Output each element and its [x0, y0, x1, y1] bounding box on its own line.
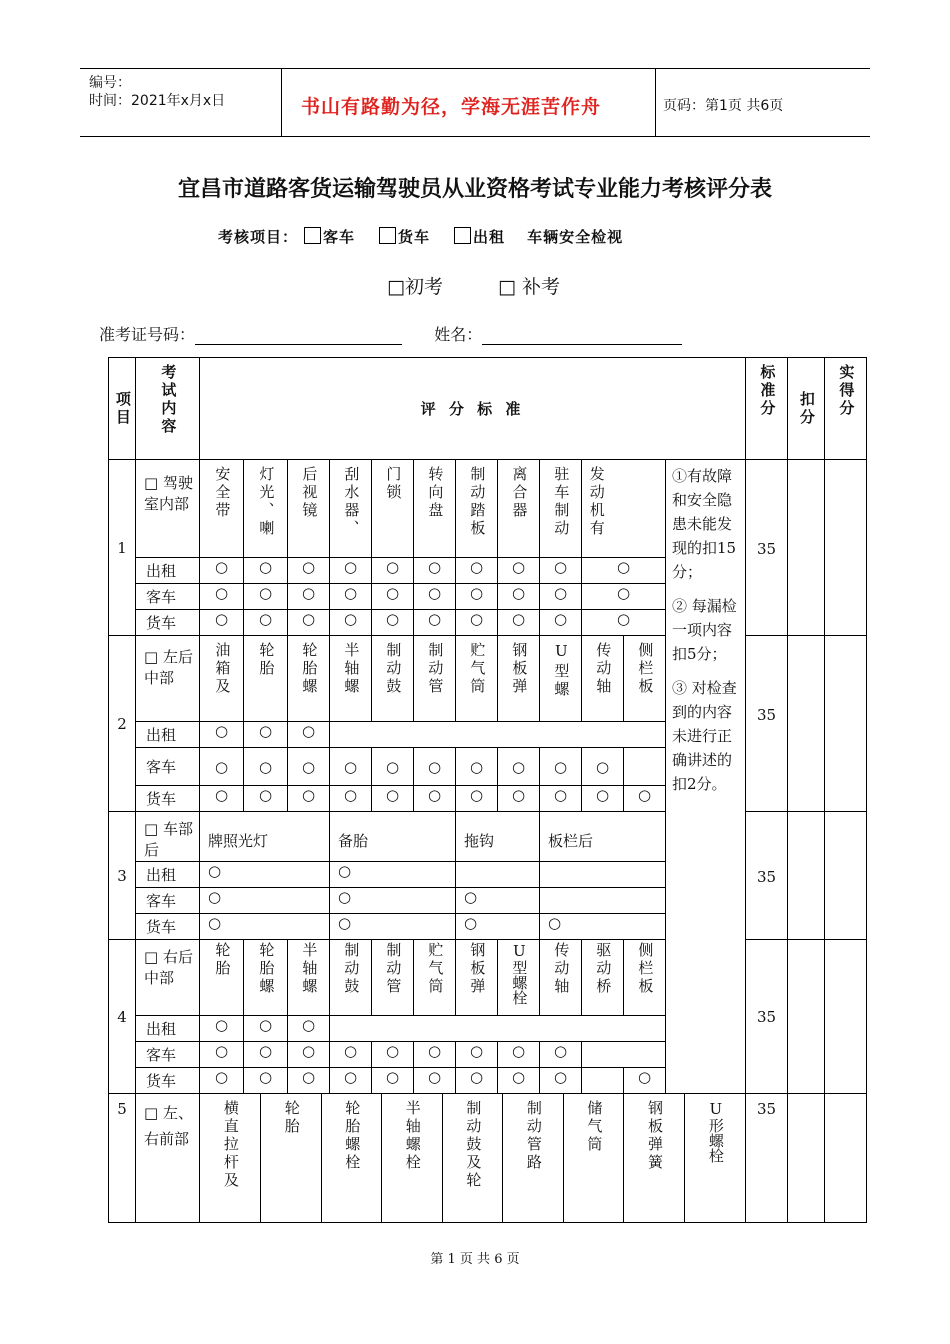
check-circle[interactable]: ○: [456, 786, 498, 812]
check-circle[interactable]: ○: [456, 888, 540, 914]
checkbox-bus[interactable]: [304, 227, 321, 244]
s4-item: 轮胎螺: [244, 940, 288, 1016]
s5-actual[interactable]: [825, 1094, 867, 1223]
s5-items: [200, 1094, 746, 1223]
check-circle[interactable]: ○: [624, 1068, 666, 1094]
s3-item: 备胎: [330, 812, 456, 862]
row-label: 货车: [136, 786, 200, 812]
retake-option[interactable]: □ 补考: [498, 276, 560, 298]
s1-item: 门锁: [372, 460, 414, 558]
row-label: 出租: [136, 558, 200, 584]
header-bottom-rule: [80, 136, 870, 137]
check-circle[interactable]: ○: [498, 610, 540, 636]
s4-item: 侧栏板: [624, 940, 666, 1016]
name-label: 姓名：: [434, 325, 483, 344]
s4-item: 钢板弹: [456, 940, 498, 1016]
check-circle[interactable]: ○: [200, 748, 244, 786]
header-deduct: 扣分: [788, 358, 825, 460]
code-label: 编号：: [89, 75, 131, 91]
s5-item: 制动鼓及轮: [442, 1094, 503, 1222]
check-circle[interactable]: ○: [540, 584, 582, 610]
s4-content: □ 右后中部: [136, 940, 200, 1016]
check-circle[interactable]: ○: [456, 1042, 498, 1068]
s1-item: 转向盘: [414, 460, 456, 558]
header-criteria: 评 分 标 准: [200, 358, 746, 460]
s5-item: 制动管路: [503, 1094, 564, 1222]
s5-item: 横直拉杆及: [200, 1094, 261, 1222]
s2-no: 2: [109, 636, 136, 812]
check-circle[interactable]: ○: [244, 786, 288, 812]
header-top-rule: [80, 68, 870, 69]
empty-cell: [582, 1068, 624, 1094]
s1-item: 安全带: [200, 460, 244, 558]
check-circle[interactable]: ○: [372, 610, 414, 636]
s4-item: 轮胎: [200, 940, 244, 1016]
opt-taxi: 出租: [473, 228, 506, 246]
check-circle[interactable]: ○: [200, 888, 330, 914]
empty-cell: [624, 748, 666, 786]
check-circle[interactable]: ○: [244, 1042, 288, 1068]
s5-no: 5: [109, 1094, 136, 1223]
check-circle[interactable]: ○: [244, 748, 288, 786]
s3-item: 牌照光灯: [200, 812, 330, 862]
s1-item: 制动踏板: [456, 460, 498, 558]
check-circle[interactable]: ○: [456, 1068, 498, 1094]
s3-score: 35: [746, 812, 788, 940]
s1-no: 1: [109, 460, 136, 636]
s4-item: 制动鼓: [330, 940, 372, 1016]
s4-no: 4: [109, 940, 136, 1094]
s2-item: 轮胎: [244, 636, 288, 722]
check-circle[interactable]: ○: [330, 1068, 372, 1094]
empty-cell: [456, 862, 540, 888]
check-circle[interactable]: ○: [288, 1068, 330, 1094]
s5-item-grid: [200, 1094, 745, 1222]
s1-actual[interactable]: [825, 460, 867, 636]
opt-inspection: 车辆安全检视: [527, 228, 624, 246]
header-content: 考试内容: [136, 358, 200, 460]
note-2: ② 每漏检一项内容扣5分；: [672, 597, 737, 663]
s3-item: 拖钩: [456, 812, 540, 862]
check-circle[interactable]: ○: [200, 1042, 244, 1068]
check-circle[interactable]: ○: [288, 584, 330, 610]
check-circle[interactable]: ○: [582, 786, 624, 812]
s1-score: 35: [746, 460, 788, 636]
row-label: 客车: [136, 1042, 200, 1068]
s3-content: □ 车部后: [136, 812, 200, 862]
note-3: ③ 对检查到的内容未进行正确讲述的扣2分。: [672, 679, 737, 793]
s2-actual[interactable]: [825, 636, 867, 812]
s1-items-row: [109, 460, 867, 558]
s4-item: 半轴螺: [288, 940, 330, 1016]
s2-score: 35: [746, 636, 788, 812]
check-circle[interactable]: ○: [414, 1042, 456, 1068]
s3-actual[interactable]: [825, 812, 867, 940]
check-circle[interactable]: ○: [330, 914, 456, 940]
s5-item: 轮胎: [261, 1094, 322, 1222]
check-circle[interactable]: ○: [288, 1042, 330, 1068]
check-circle[interactable]: ○: [498, 786, 540, 812]
check-circle[interactable]: ○: [540, 1042, 582, 1068]
project-label: 考核项目：: [218, 228, 299, 246]
check-circle[interactable]: ○: [200, 914, 330, 940]
check-circle[interactable]: ○: [288, 786, 330, 812]
check-circle[interactable]: ○: [330, 584, 372, 610]
s4-item: 制动管: [372, 940, 414, 1016]
page-title: 宜昌市道路客货运输驾驶员从业资格考试专业能力考核评分表: [177, 177, 772, 202]
row-label: 客车: [136, 888, 200, 914]
s4-deduct[interactable]: [788, 940, 825, 1094]
s2-content: □ 左后中部: [136, 636, 200, 722]
check-circle[interactable]: ○: [624, 786, 666, 812]
s5-item: 半轴螺栓: [382, 1094, 443, 1222]
ticket-input[interactable]: [195, 326, 402, 345]
empty-cell: [330, 722, 666, 748]
check-circle[interactable]: ○: [244, 722, 288, 748]
check-circle[interactable]: ○: [414, 748, 456, 786]
check-circle[interactable]: ○: [540, 748, 582, 786]
check-circle[interactable]: ○: [414, 558, 456, 584]
check-circle[interactable]: ○: [498, 584, 540, 610]
check-circle[interactable]: ○: [456, 914, 540, 940]
s5-item: 轮胎螺栓: [321, 1094, 382, 1222]
name-input[interactable]: [482, 326, 682, 345]
check-circle[interactable]: ○: [582, 558, 666, 584]
s1-content: □ 驾驶室内部: [136, 460, 200, 558]
s1-item: 离合器: [498, 460, 540, 558]
check-circle[interactable]: ○: [414, 584, 456, 610]
s2-item: 半轴螺: [330, 636, 372, 722]
check-circle[interactable]: ○: [200, 558, 244, 584]
s1-item: 驻车制动: [540, 460, 582, 558]
header-divider: [281, 68, 282, 136]
check-circle[interactable]: ○: [200, 1068, 244, 1094]
opt-truck: 货车: [398, 228, 431, 246]
header-divider: [655, 68, 656, 136]
row-label: 货车: [136, 1068, 200, 1094]
check-circle[interactable]: ○: [244, 1068, 288, 1094]
check-circle[interactable]: ○: [372, 558, 414, 584]
check-circle[interactable]: ○: [244, 584, 288, 610]
check-circle[interactable]: ○: [330, 610, 372, 636]
s1-item: 后视镜: [288, 460, 330, 558]
s5-item: U形螺栓: [684, 1094, 745, 1222]
s1-item: 刮水器、: [330, 460, 372, 558]
s4-item: 驱动桥: [582, 940, 624, 1016]
check-circle[interactable]: ○: [330, 748, 372, 786]
s5-score: 35: [746, 1094, 788, 1223]
s5-deduct[interactable]: [788, 1094, 825, 1223]
s4-item: 传动轴: [540, 940, 582, 1016]
s2-item: 贮气筒: [456, 636, 498, 722]
check-circle[interactable]: ○: [200, 584, 244, 610]
check-circle[interactable]: ○: [498, 1042, 540, 1068]
checkbox-taxi[interactable]: [454, 227, 471, 244]
check-circle[interactable]: ○: [540, 1068, 582, 1094]
check-circle[interactable]: ○: [330, 558, 372, 584]
s4-item: 贮气筒: [414, 940, 456, 1016]
empty-cell: [540, 862, 666, 888]
checkbox-truck[interactable]: [379, 227, 396, 244]
check-circle[interactable]: ○: [414, 610, 456, 636]
s2-item: 油箱及: [200, 636, 244, 722]
check-circle[interactable]: ○: [330, 888, 456, 914]
s1-item: 灯光、喇: [244, 460, 288, 558]
s3-deduct[interactable]: [788, 812, 825, 940]
header-std: 标准分: [746, 358, 788, 460]
check-circle[interactable]: ○: [288, 558, 330, 584]
empty-cell: [582, 1042, 666, 1068]
empty-cell: [540, 888, 666, 914]
check-circle[interactable]: ○: [582, 610, 666, 636]
score-table: [108, 357, 867, 1223]
s2-deduct[interactable]: [788, 636, 825, 812]
s2-item: 制动管: [414, 636, 456, 722]
s5-content: □ 左、右前部: [136, 1094, 200, 1223]
s4-score: 35: [746, 940, 788, 1094]
scoring-notes: [666, 460, 746, 1094]
check-circle[interactable]: ○: [288, 1016, 330, 1042]
header-item: 项目: [109, 358, 136, 460]
motto: 书山有路勤为径，学海无涯苦作舟: [301, 96, 602, 118]
check-circle[interactable]: ○: [372, 786, 414, 812]
row-label: 客车: [136, 584, 200, 610]
check-circle[interactable]: ○: [330, 862, 456, 888]
s2-item: 钢板弹: [498, 636, 540, 722]
check-circle[interactable]: ○: [372, 584, 414, 610]
date-label: 时间：2021年x月x日: [89, 93, 226, 109]
s5-item: 储气筒: [563, 1094, 624, 1222]
s5-item: 钢板弹簧: [624, 1094, 685, 1222]
check-circle[interactable]: ○: [540, 914, 666, 940]
s3-item: 板栏后: [540, 812, 666, 862]
check-circle[interactable]: ○: [456, 748, 498, 786]
row-label: 客车: [136, 748, 200, 786]
check-circle[interactable]: ○: [582, 584, 666, 610]
check-circle[interactable]: ○: [244, 610, 288, 636]
s3-no: 3: [109, 812, 136, 940]
s4-actual[interactable]: [825, 940, 867, 1094]
check-circle[interactable]: ○: [372, 1068, 414, 1094]
row-label: 货车: [136, 914, 200, 940]
check-circle[interactable]: ○: [200, 862, 330, 888]
s4-items-row: [109, 940, 867, 1016]
row-label: 出租: [136, 1016, 200, 1042]
check-circle[interactable]: ○: [540, 610, 582, 636]
check-circle[interactable]: ○: [200, 722, 244, 748]
row-label: 出租: [136, 862, 200, 888]
check-circle[interactable]: ○: [200, 786, 244, 812]
check-circle[interactable]: ○: [330, 786, 372, 812]
check-circle[interactable]: ○: [288, 610, 330, 636]
check-circle[interactable]: ○: [244, 1016, 288, 1042]
page-footer: 第 1 页 共 6 页: [430, 1252, 520, 1267]
s2-item: U型螺: [540, 636, 582, 722]
check-circle[interactable]: ○: [372, 748, 414, 786]
note-1: ①有故障和安全隐患未能发现的扣15分；: [672, 467, 737, 581]
row-label: 货车: [136, 610, 200, 636]
check-circle[interactable]: ○: [498, 558, 540, 584]
check-circle[interactable]: ○: [414, 1068, 456, 1094]
check-circle[interactable]: ○: [498, 748, 540, 786]
empty-cell: [330, 1016, 666, 1042]
s2-item: 制动鼓: [372, 636, 414, 722]
check-circle[interactable]: ○: [200, 1016, 244, 1042]
s5-items-row: [109, 1094, 867, 1223]
s1-item: 发动机有: [582, 460, 666, 558]
s1-deduct[interactable]: [788, 460, 825, 636]
check-circle[interactable]: ○: [372, 1042, 414, 1068]
check-circle[interactable]: ○: [288, 748, 330, 786]
check-circle[interactable]: ○: [540, 786, 582, 812]
check-circle[interactable]: ○: [456, 584, 498, 610]
s2-items-row: [109, 636, 867, 722]
s2-item: 侧栏板: [624, 636, 666, 722]
ticket-field: [99, 322, 682, 345]
s4-item: U型螺栓: [498, 940, 540, 1016]
table-header-row: [109, 358, 867, 460]
check-circle[interactable]: ○: [414, 786, 456, 812]
check-circle[interactable]: ○: [244, 558, 288, 584]
row-label: 出租: [136, 722, 200, 748]
check-circle[interactable]: ○: [200, 610, 244, 636]
s2-item: 传动轴: [582, 636, 624, 722]
page-indicator: 页码：第1页 共6页: [663, 98, 784, 114]
s2-item: 轮胎螺: [288, 636, 330, 722]
check-circle[interactable]: ○: [582, 748, 624, 786]
opt-bus: 客车: [323, 228, 356, 246]
first-exam-option[interactable]: □初考: [387, 276, 443, 298]
check-circle[interactable]: ○: [456, 558, 498, 584]
header-actual: 实得分: [825, 358, 867, 460]
ticket-label: 准考证号码：: [99, 325, 196, 344]
check-circle[interactable]: ○: [456, 610, 498, 636]
check-circle[interactable]: ○: [288, 722, 330, 748]
check-circle[interactable]: ○: [330, 1042, 372, 1068]
s3-items-row: [109, 812, 867, 862]
check-circle[interactable]: ○: [498, 1068, 540, 1094]
check-circle[interactable]: ○: [540, 558, 582, 584]
project-line: [218, 226, 623, 247]
